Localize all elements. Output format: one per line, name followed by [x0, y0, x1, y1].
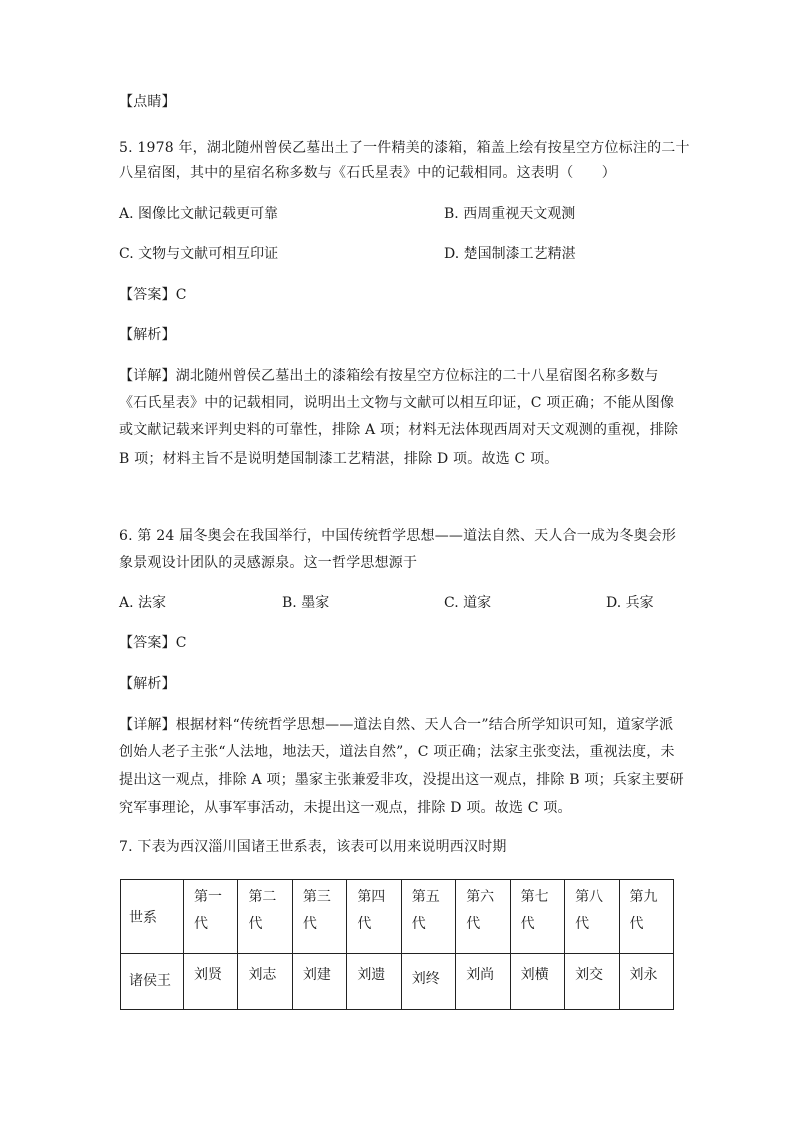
q6-option-c: C. 道家 [444, 595, 492, 611]
q7-stem-line-1: 7. 下表为西汉淄川国诸王世系表，该表可以用来说明西汉时期 [119, 839, 507, 855]
q5-option-c: C. 文物与文献可相互印证 [119, 246, 279, 262]
table-cell-king: 刘永 [619, 954, 674, 1010]
table-cell-king: 刘建 [292, 954, 346, 1010]
table-row-kings [121, 954, 674, 1010]
q5-stem-line-2: 八星宿图，其中的星宿名称多数与《石氏星表》中的记载相同。这表明（ ） [119, 165, 616, 181]
q5-detail-line-1: 【详解】湖北随州曾侯乙墓出土的漆箱绘有按星空方位标注的二十八星宿图名称多数与 [119, 368, 659, 384]
q6-option-a: A. 法家 [119, 595, 167, 611]
table-header-cell-generation: 世系 [121, 880, 184, 954]
q6-option-b: B. 墨家 [282, 595, 330, 611]
q5-jiexi-heading: 【解析】 [119, 327, 176, 343]
table-cell-generation: 第八代 [565, 880, 619, 954]
table-cell-king: 刘志 [238, 954, 292, 1010]
q6-stem-line-1: 6. 第 24 届冬奥会在我国举行，中国传统哲学思想——道法自然、天人合一成为冬奥会形 [119, 528, 677, 544]
q5-detail-line-2: 《石氏星表》中的记载相同，说明出土文物与文献可以相互印证，C 项正确；不能从图像 [119, 395, 675, 411]
q5-answer: 【答案】C [119, 287, 187, 303]
table-cell-king: 刘贤 [184, 954, 238, 1010]
table-row-generations [121, 880, 674, 954]
q6-detail-line-2: 创始人老子主张“人法地，地法天，道法自然”，C 项正确；法家主张变法，重视法度，未 [119, 744, 675, 760]
table-cell-generation: 第三代 [292, 880, 346, 954]
q5-detail-line-3: 或文献记载来评判史料的可靠性，排除 A 项；材料无法体现西周对天文观测的重视，排除 [119, 422, 679, 438]
table-header-cell-king: 诸侯王 [121, 954, 184, 1010]
q5-option-d: D. 楚国制漆工艺精湛 [444, 246, 576, 262]
q6-detail-line-4: 究军事理论，从事军事活动，未提出这一观点，排除 D 项。故选 C 项。 [119, 800, 572, 816]
q6-stem-line-2: 象景观设计团队的灵感源泉。这一哲学思想源于 [119, 555, 418, 571]
q5-option-a: A. 图像比文献记载更可靠 [119, 206, 279, 222]
q6-option-d: D. 兵家 [606, 595, 654, 611]
table-cell-generation: 第九代 [619, 880, 674, 954]
table-cell-generation: 第一代 [184, 880, 238, 954]
genealogy-table [120, 879, 674, 1010]
table-cell-king: 刘遗 [347, 954, 401, 1010]
table-cell-king: 刘终 [401, 954, 455, 1010]
table-cell-king: 刘尚 [456, 954, 510, 1010]
q5-detail-line-4: B 项；材料主旨不是说明楚国制漆工艺精湛，排除 D 项。故选 C 项。 [119, 451, 559, 467]
table-cell-generation: 第四代 [347, 880, 401, 954]
table-cell-king: 刘横 [510, 954, 564, 1010]
q5-stem-line-1: 5. 1978 年，湖北随州曾侯乙墓出土了一件精美的漆箱，箱盖上绘有按星空方位标注的二十 [119, 140, 690, 156]
table-cell-generation: 第六代 [456, 880, 510, 954]
q6-jiexi-heading: 【解析】 [119, 676, 176, 692]
table-cell-generation: 第七代 [510, 880, 564, 954]
table-cell-generation: 第五代 [401, 880, 455, 954]
table-cell-generation: 第二代 [238, 880, 292, 954]
table-cell-king: 刘交 [565, 954, 619, 1010]
q6-detail-line-3: 提出这一观点，排除 A 项；墨家主张兼爱非攻，没提出这一观点，排除 B 项；兵家主要研 [119, 772, 684, 788]
dianjing-heading: 【点睛】 [119, 94, 176, 110]
q6-detail-line-1: 【详解】根据材料“传统哲学思想——道法自然、天人合一”结合所学知识可知，道家学派 [119, 717, 674, 733]
q5-option-b: B. 西周重视天文观测 [444, 206, 576, 222]
q6-answer: 【答案】C [119, 635, 187, 651]
